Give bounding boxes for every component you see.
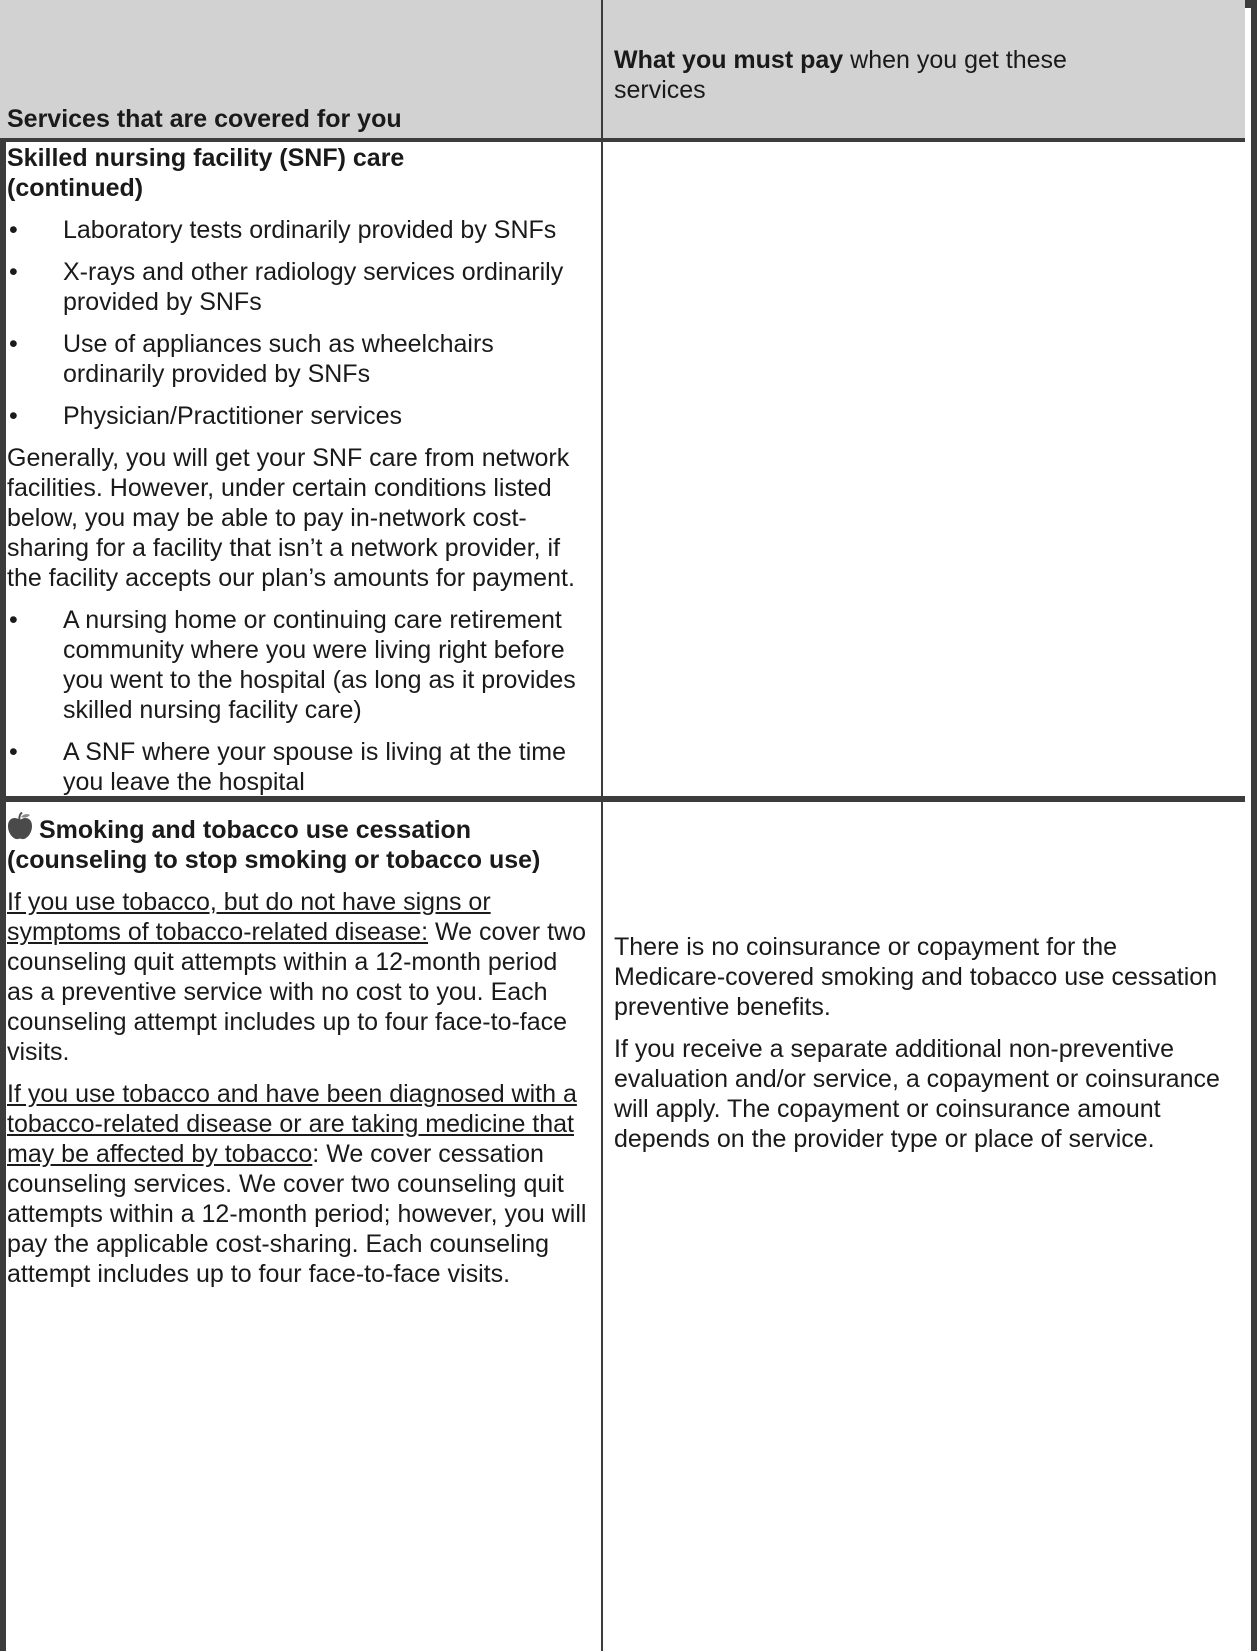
- list-item: • A SNF where your spouse is living at the time you leave the hospital: [7, 737, 587, 797]
- smoking-title-text: Smoking and tobacco use cessation (counseling to stop smoking or tobacco use): [7, 816, 541, 874]
- list-item: • Physician/Practitioner services: [7, 401, 587, 431]
- smoking-pay-cell: [614, 932, 1234, 1154]
- header-services-covered: Services that are covered for you: [7, 105, 402, 133]
- apple-icon: [7, 812, 33, 840]
- list-item: • Use of appliances such as wheelchairs ordinarily provided by SNFs: [7, 329, 587, 389]
- snf-bullet-list-2: [7, 605, 587, 797]
- snf-paragraph: Generally, you will get your SNF care from network facilities. However, under certain conditions listed below, you may be able to pay in-network cost-sharing for a facility that isn’t a network provider, if the facility accepts our plan’s amounts for payment.: [7, 444, 575, 592]
- snf-title-line2: (continued): [7, 174, 144, 202]
- smoking-title: [7, 812, 587, 875]
- smoking-para-1-condition: If you use tobacco, but do not have signs or symptoms of tobacco-related disease:: [7, 888, 491, 946]
- snf-bullet-list-1: [7, 215, 587, 431]
- column-divider: [601, 0, 603, 1651]
- smoking-cell: [7, 812, 587, 1289]
- header-what-you-pay-rest: when you get these services: [614, 46, 1067, 104]
- list-item: • X-rays and other radiology services ordinarily provided by SNFs: [7, 257, 587, 317]
- list-item: • Laboratory tests ordinarily provided by SNFs: [7, 215, 587, 245]
- smoking-pay-1: There is no coinsurance or copayment for the Medicare-covered smoking and tobacco use cessation preventive benefits.: [614, 933, 1218, 1021]
- header-what-you-pay-bold: What you must pay: [614, 46, 844, 74]
- snf-title: [7, 143, 587, 203]
- list-item: • A nursing home or continuing care retirement community where you were living right before you went to the hospital (as long as it provides skilled nursing facility care): [7, 605, 587, 725]
- snf-title-line1: Skilled nursing facility (SNF) care: [7, 144, 405, 172]
- smoking-para-2: [7, 1079, 587, 1289]
- smoking-pay-2: If you receive a separate additional non-preventive evaluation and/or service, a copayment or coinsurance will apply. The copayment or coinsurance amount depends on the provider type or place of service.: [614, 1035, 1220, 1153]
- snf-cell: [7, 143, 587, 797]
- smoking-para-2-text: : We cover cessation counseling services. We cover two counseling quit attempts within a 12-month period; however, you will pay the applicable cost-sharing. Each counseling attempt includes up to four face-to-face visits.: [7, 1140, 587, 1288]
- smoking-para-1: [7, 887, 587, 1067]
- smoking-para-1-text: We cover two counseling quit attempts within a 12-month period as a preventive service with no cost to you. Each counseling attempt includes up to four face-to-face visits.: [7, 918, 586, 1066]
- header-what-you-pay: [614, 45, 1134, 105]
- smoking-para-2-condition: If you use tobacco and have been diagnosed with a tobacco-related disease or are taking medicine that may be affected by tobacco: [7, 1080, 577, 1168]
